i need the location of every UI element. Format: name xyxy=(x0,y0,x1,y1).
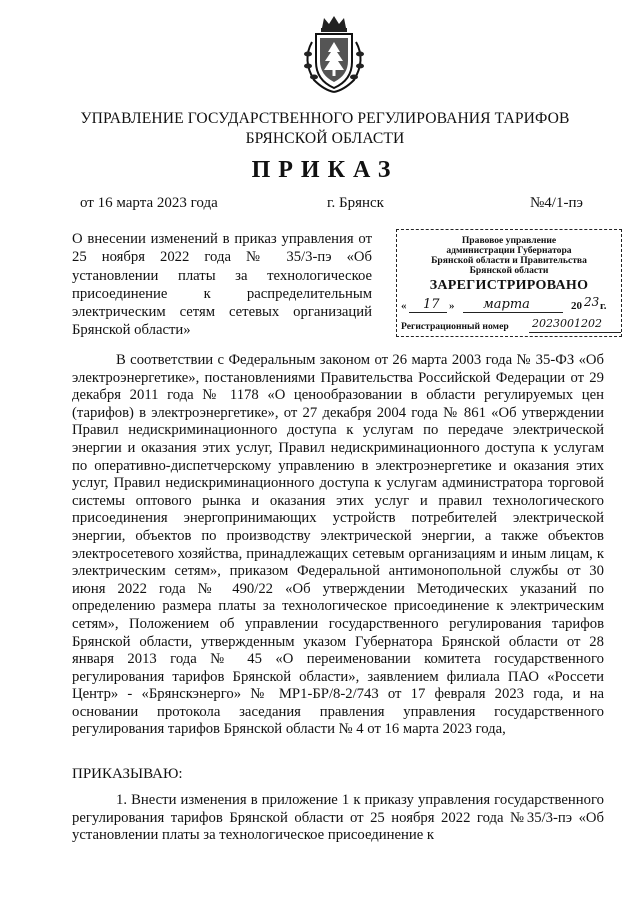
stamp-day: 17 xyxy=(423,297,440,312)
stamp-year: 23 xyxy=(584,295,600,309)
preamble-text xyxy=(72,352,604,739)
stamp-line: администрации Губернатора xyxy=(446,245,572,256)
organization-name-line2: БРЯНСКОЙ ОБЛАСТИ xyxy=(245,130,405,147)
order-city: г. Брянск xyxy=(327,195,384,211)
order-subject: О внесении изменений в приказ управления от 25 ноября 2022 года № 35/3-пэ «Об установлении платы за технологическое присоединение к распределительным электрическим сетям сетевых организаций Брянской области» xyxy=(72,231,372,339)
stamp-month: марта xyxy=(483,297,530,312)
order-number: №4/1-пэ xyxy=(530,195,583,211)
document-title: ПРИКАЗ xyxy=(251,157,399,183)
registration-stamp xyxy=(396,229,622,337)
stamp-line: Правовое управление xyxy=(461,235,557,246)
organization-name-line1: УПРАВЛЕНИЕ ГОСУДАРСТВЕННОГО РЕГУЛИРОВАНИЯ ТАРИФОВ xyxy=(80,110,570,127)
order-date: от 16 марта 2023 года xyxy=(80,195,218,211)
stamp-line: Брянской области xyxy=(469,265,549,276)
stamp-reg-label: Регистрационный номер xyxy=(401,321,509,332)
stamp-reg-number: 2023001202 xyxy=(532,317,602,330)
coat-of-arms-emblem xyxy=(298,14,370,94)
preamble-paragraph: В соответствии с Федеральным законом от 26 марта 2003 года № 35-ФЗ «Об электроэнергетике», постановлениями Правительства Российской Федерации от 29 декабря 2011 года № 1178 «О ценообразовании в области регулируемых цен (тарифов) в электроэнергетике», от 27 декабря 2004 года № 861 «Об утверждении Правил недискриминационного доступа к услугам по передаче электрической энергии и оказания этих услуг, Правил недискриминационного доступа к услугам по оперативно-диспетчерскому управлению в электроэнергетике и оказания этих услуг, Правил недискриминационного доступа к услугам администратора торговой системы оптового рынка и оказания этих услуг и правил технологического присоединения энергопринимающих устройств потребителей электрической энергии, объектов по производству электрической энергии, а также объектов электросетевого хозяйства, принадлежащих сетевым организациям и иным лицам, к электрическим сетям», приказом Федеральной антимонопольной службы от 30 июня 2022 года № 490/22 «Об утверждении Методических указаний по определению размера платы за технологическое присоединение к электрическим сетям», Положением об управлении государственного регулирования тарифов Брянской области, утвержденным указом Губернатора Брянской области от 28 января 2013 года № 45 «О переименовании комитета государственного регулирования тарифов Брянской области», заявлением филиала ПАО «Россети Центр» - «Брянскэнерго» № МР1-БР/8-2/743 от 17 февраля 2023 года, и на основании протокола заседания правления управления государственного регулирования тарифов Брянской области № 4 от 16 марта 2023 года, xyxy=(72,352,604,738)
stamp-line: Брянской области и Правительства xyxy=(431,255,587,266)
stamp-reg-row xyxy=(401,317,621,334)
stamp-date-row: « 17 » марта 20 23 г. xyxy=(401,295,607,312)
stamp-registered-label: ЗАРЕГИСТРИРОВАНО xyxy=(429,278,589,293)
order-item-1: 1. Внести изменения в приложение 1 к приказу управления государственного регулирования тарифов Брянской области от 25 ноября 2022 года №35/3-пэ «Об установлении платы за технологическое присоединение к xyxy=(72,792,604,844)
order-word: ПРИКАЗЫВАЮ: xyxy=(72,766,183,782)
